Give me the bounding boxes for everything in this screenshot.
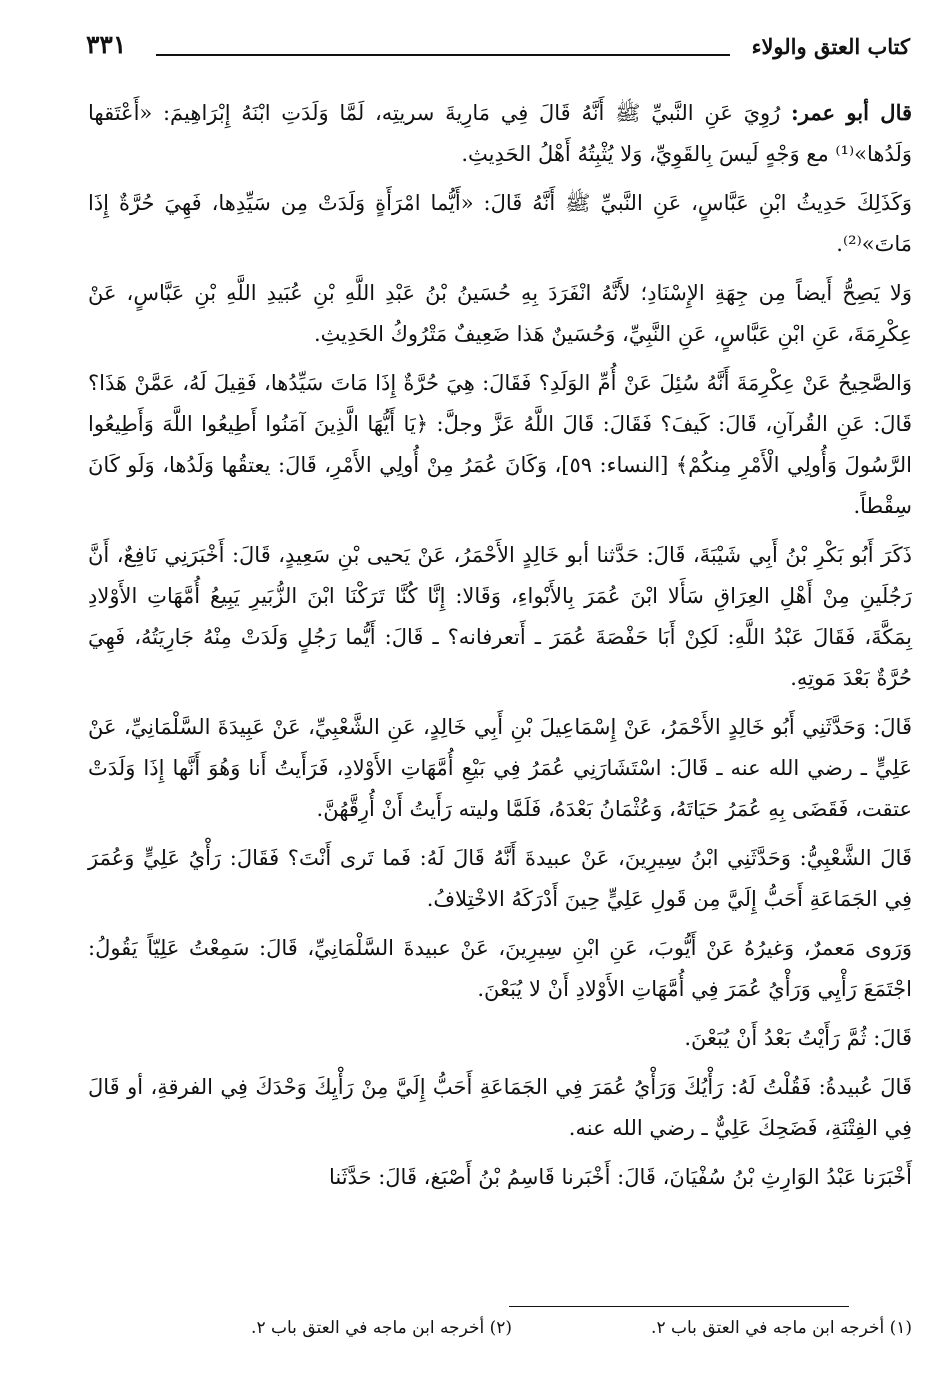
paragraph-10 — [88, 1067, 912, 1149]
book-title: كتاب العتق والولاء — [751, 34, 910, 59]
paragraph-6 — [88, 707, 912, 830]
paragraph-text: قَالَ عُبيدةُ: فَقُلْتُ لَهُ: رَأْيُكَ وَرَأْيُ عُمَرَ فِي الجَمَاعَةِ أَحَبُّ إِلَيَّ مِنْ رَأْيِكَ وَحْدَكَ فِي الفرقةِ، أو قَالَ فِي الفِتْنَةِ، فَضَحِكَ عَلِيٌّ ـ رضي الله عنه. — [88, 1075, 912, 1140]
paragraph-1 — [88, 92, 912, 175]
footnotes — [88, 1318, 912, 1348]
paragraph-7 — [88, 838, 912, 920]
paragraph-text: قَالَ الشَّعْبِيُّ: وَحَدَّثَنِي ابْنُ سِيرِينَ، عَنْ عبيدةَ أَنَّهُ قَالَ لَهُ: فَما تَرى أَنْتَ؟ فَقَالَ: رَأْيُ عَلِيٍّ وَعُمَرَ فِي الجَمَاعَةِ أَحَبُّ إِلَيَّ مِن قَولِ عَلِيٍّ حِينَ أَدْرَكَهُ الاخْتِلافُ. — [88, 846, 912, 911]
paragraph-text: وَالصَّحِيحُ عَنْ عِكْرِمَةَ أَنَّهُ سُئِلَ عَنْ أُمِّ الوَلَدِ؟ فَقَالَ: هِيَ حُرَّةٌ إِذَا مَاتَ سَيِّدُها، فَقِيلَ لَهُ، عَمَّنْ هَذَا؟ قَالَ: عَنِ القُرآنِ، قَالَ: كَيفَ؟ فَقَالَ: قَالَ اللَّهُ عَزَّ وجلَّ: ﴿يَا أَيُّهَا الَّذِينَ آمَنُوا أَطِيعُوا اللَّهَ وَأَطِيعُوا الرَّسُولَ وَأُولِي الْأَمْرِ مِنكُمْ﴾ [النساء: ٥٩]، وَكَانَ عُمَرُ مِنْ أُولِي الأَمْرِ، قَالَ: يعتقُها وَلَدُها، وَلَو كَانَ سِقْطاً. — [88, 371, 912, 518]
paragraph-text: ذَكَرَ أَبُو بَكْرِ بْنُ أَبِي شَيْبَةَ، قَالَ: حَدَّثنا أبو خَالِدٍ الأَحْمَرُ، عَنْ يَحيى بْنِ سَعِيدٍ، قَالَ: أَخْبَرَنِي نَافِعٌ، أَنَّ رَجُلَينِ مِنْ أَهْلِ العِرَاقِ سَأَلا ابْنَ عُمَرَ بِالأَبْواءِ، وَقَالا: إِنَّا كُنَّا تَرَكْنَا ابْنَ الزُّبَيرِ يَبِيعُ أُمَّهَاتِ الأَوْلادِ بِمَكَّةَ، فَقَالَ عَبْدُ اللَّهِ: لَكِنْ أَبَا حَفْصَةَ عُمَرَ ـ أَتعرفانه؟ ـ قَالَ: أَيُّما رَجُلٍ وَلَدَتْ مِنْهُ جَارِيَتُهُ، فَهِيَ حُرَّةٌ بَعْدَ مَوتِهِ. — [88, 543, 912, 690]
paragraph-9 — [88, 1018, 912, 1059]
paragraph-text: وَلا يَصِحُّ أَيضاً مِن جِهَةِ الإِسْنَادِ؛ لأَنَّهُ انْفَرَدَ بِهِ حُسَينُ بْنُ عَبْدِ اللَّهِ بْنِ عُبَيدِ اللَّهِ بْنِ عَبَّاسٍ، عَنْ عِكْرِمَةَ، عَنِ ابْنِ عَبَّاسٍ، عَنِ النَّبِيِّ، وَحُسَينٌ هَذا ضَعِيفٌ مَتْرُوكُ الحَدِيثِ. — [88, 281, 912, 346]
page-header — [86, 30, 910, 64]
paragraph-8 — [88, 928, 912, 1010]
footnote-1: (١) أخرجه ابن ماجه في العتق باب ٢. — [651, 1318, 912, 1338]
page-body — [88, 92, 912, 1206]
paragraph-text: وَرَوى مَعمرٌ، وَغيرُهُ عَنْ أَيُّوبَ، عَنِ ابْنِ سِيرِينَ، عَنْ عبيدةَ السَّلْمَانِيِّ، قَالَ: سَمِعْتُ عَلِيّاً يَقُولُ: اجْتَمَعَ رَأْيِي وَرَأْيُ عُمَرَ فِي أُمَّهَاتِ الأَوْلادِ أَنْ لا يُبَعْنَ. — [88, 936, 912, 1001]
paragraph-5 — [88, 535, 912, 699]
paragraph-text: أَخْبَرَنا عَبْدُ الوَارِثِ بْنُ سُفْيَانَ، قَالَ: أَخْبَرنا قَاسِمُ بْنُ أَصْبَغ، قَالَ: حَدَّثَنا — [328, 1165, 912, 1189]
header-rule — [156, 54, 730, 56]
page-number: ٣٣١ — [86, 30, 127, 59]
paragraph-text: رُوِيَ عَنِ النَّبيِّ ﷺ أَنَّهُ قَالَ فِي مَارِيةَ سريتِه، لَمَّا وَلَدَتِ ابْنَهُ إِبْرَاهِيمَ: «أَعْتَقها وَلَدُها»⁽¹⁾ مع وَجْهٍ لَيسَ بِالقَوِيِّ، وَلا يُثْبِتُهُ أَهْلُ الحَدِيثِ. — [88, 101, 912, 166]
footnote-rule — [509, 1306, 849, 1307]
paragraph-text: قَالَ: وَحَدَّثَنِي أَبُو خَالِدٍ الأَحْمَرُ، عَنْ إِسْمَاعِيلَ بْنِ أَبِي خَالِدٍ، عَنِ الشَّعْبِيِّ، عَنْ عَبِيدَةَ السَّلْمَانِيِّ، عَنْ عَلِيٍّ ـ رضي الله عنه ـ قَالَ: اسْتَشَارَنِي عُمَرُ فِي بَيْعِ أُمَّهَاتِ الأَوْلادِ، فَرَأَيتُ أَنا وَهُوَ أَنَّها إِذَا وَلَدَتْ عتقت، فَقَضَى بِهِ عُمَرُ حَيَاتَهُ، وَعُثْمَانُ بَعْدَهُ، فَلَمَّا وليته رَأَيتُ أَنْ أُرِقَّهُنَّ. — [88, 715, 912, 821]
paragraph-2 — [88, 183, 912, 265]
paragraph-11 — [88, 1157, 912, 1198]
paragraph-text: قَالَ: ثُمَّ رَأَيْتُ بَعْدُ أَنْ يُبَعْنَ. — [684, 1026, 912, 1050]
paragraph-lead: قال أبو عمر: — [791, 100, 913, 125]
footnote-2: (٢) أخرجه ابن ماجه في العتق باب ٢. — [251, 1318, 512, 1338]
paragraph-text: وَكَذَلِكَ حَدِيثُ ابْنِ عَبَّاسٍ، عَنِ النَّبيِّ ﷺ أَنَّهُ قَالَ: «أَيُّما امْرَأَةٍ وَلَدَتْ مِن سَيِّدِها، فَهِيَ حُرَّةٌ إِذَا مَاتَ»⁽²⁾. — [88, 191, 912, 256]
paragraph-4 — [88, 363, 912, 527]
paragraph-3 — [88, 273, 912, 355]
